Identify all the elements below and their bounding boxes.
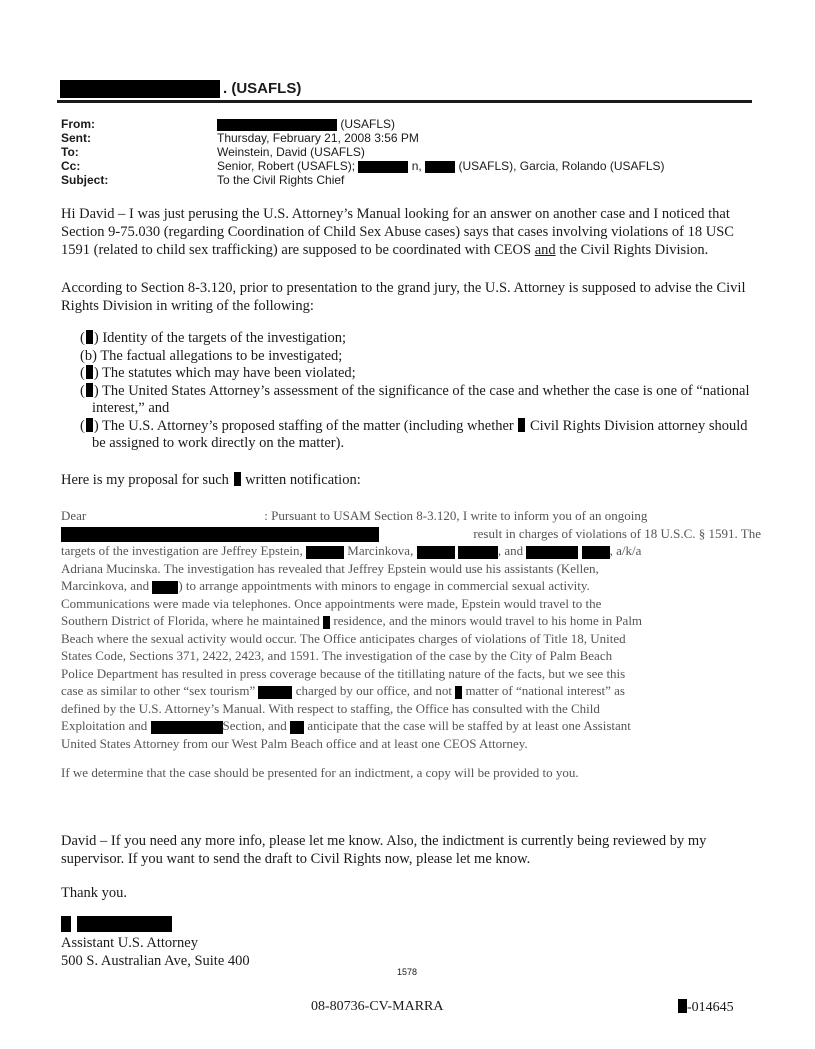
from-label: From: [61, 117, 95, 131]
body-paragraph-2 [61, 279, 761, 315]
redaction-block [90, 511, 260, 524]
redaction-block [152, 581, 178, 594]
letter-line-10: Police Department has resulted in press coverage because of the titillating nature of the facts, but we see this [61, 665, 626, 681]
redaction-block [234, 472, 241, 486]
para2-text: According to Section 8-3.120, prior to presentation to the grand jury, the U.S. Attorney is supposed to advise the Civil Rights Division in writing of the following: [61, 280, 746, 314]
requirements-list [80, 330, 760, 453]
case-number: 08-80736-CV-MARRA [311, 999, 444, 1014]
list-item: ( ) The statutes which may have been violated; [80, 365, 356, 381]
list-item: ( ) Identity of the targets of the investigation; [80, 330, 347, 346]
email-title-bar [57, 78, 752, 103]
list-item: ( ) The U.S. Attorney’s proposed staffing of the matter (including whether Civil Rights Division attorney should be assigned to work directly on the matter). [80, 417, 748, 451]
letter-line-9: States Code, Sections 371, 2422, 2423, and 1591. The investigation of the case by the City of Palm Beach [61, 648, 613, 663]
redaction-block [290, 721, 304, 734]
signature-block [61, 934, 761, 970]
redaction-block [526, 546, 578, 559]
subject-label: Subject: [61, 173, 109, 187]
from-org: (USAFLS) [340, 117, 396, 131]
letter-line-6: Communications were made via telephones. Once appointments were made, Epstein would travel to the [61, 595, 602, 611]
letter-line-11: case as similar to other “sex tourism” charged by our office, and not matter of “national interest” as [61, 683, 625, 698]
body-paragraph-1 [61, 205, 761, 259]
to-value: Weinstein, David (USAFLS) [217, 145, 365, 159]
redaction-block [518, 418, 525, 432]
letter-line-12: defined by the U.S. Attorney’s Manual. With respect to staffing, the Office has consulted with the Child [61, 700, 600, 716]
letter-line-8: Beach where the sexual activity would occur. The Office anticipates charges of violations of Title 18, United [61, 630, 626, 646]
para1-text-a: Hi David – I was just perusing the U.S. Attorney’s Manual looking for an answer on another case and I noticed that Section 9-75.030 (regarding Coordination of Child Sex Abuse cases) says that cases involving violations of 18 USC 1591 (related to child sex trafficking) are supposed to be coordinated with CEOS [61, 206, 734, 258]
cc-part1: Senior, Robert (USAFLS); [217, 159, 356, 173]
redaction-block [455, 686, 462, 699]
body-paragraph-3 [61, 471, 761, 489]
signature-title: Assistant U.S. Attorney [61, 935, 198, 951]
redaction-block [678, 999, 687, 1013]
letter-line-7: Southern District of Florida, where he maintained residence, and the minors would travel to his home in Palm [61, 613, 643, 628]
list-item: (b) The factual allegations to be investigated; [80, 347, 343, 364]
redaction-block [86, 365, 93, 379]
letter-line-3: targets of the investigation are Jeffrey Epstein, Marcinkova, , and , a/k/a [61, 543, 642, 558]
redaction-block [61, 916, 71, 932]
redaction-block [358, 161, 408, 173]
closing-paragraph [61, 832, 761, 868]
redaction-block [217, 119, 337, 131]
sent-label: Sent: [61, 131, 91, 145]
para3-text-b: written notification: [245, 472, 361, 488]
para1-and: and [534, 242, 556, 258]
letter-line-2: result in charges of violations of 18 U.S.C. § 1591. The [61, 525, 761, 543]
redaction-block [323, 616, 330, 629]
closing-david-text: David – If you need any more info, please let me know. Also, the indictment is currently being reviewed by my supervisor. If you want to send the draft to Civil Rights now, please let me know. [61, 833, 707, 867]
redaction-block [61, 527, 379, 542]
from-value [217, 117, 395, 131]
page-number: 1578 [397, 967, 418, 977]
redaction-block [458, 546, 498, 559]
list-item: ( ) The United States Attorney’s assessment of the significance of the case and whether the case is one of “national interest,” and [80, 382, 750, 416]
bates-number: -014645 [678, 999, 734, 1016]
to-label: To: [61, 145, 79, 159]
redaction-block [77, 916, 172, 932]
item-b-marker: b) [84, 347, 97, 364]
letter-line-1: Dear : Pursuant to USAM Section 8-3.120, I write to inform you of an ongoing [61, 508, 648, 523]
redaction-block [86, 330, 93, 344]
para1-text-b: the Civil Rights Division. [555, 242, 709, 258]
cc-part2: n, [411, 159, 422, 173]
proposed-letter [61, 507, 761, 782]
signature-address: 500 S. Australian Ave, Suite 400 [61, 953, 250, 969]
letter-line-5: Marcinkova, and ) to arrange appointments with minors to engage in commercial sexual activity. [61, 578, 590, 593]
signature-redaction [61, 915, 172, 933]
redaction-block [60, 80, 220, 98]
letter-indictment-line: If we determine that the case should be presented for an indictment, a copy will be provided to you. [61, 765, 579, 780]
letter-line-4: Adriana Mucinska. The investigation has revealed that Jeffrey Epstein would use his assistants (Kellen, [61, 560, 599, 576]
redaction-block [582, 546, 610, 559]
letter-line-14: United States Attorney from our West Palm Beach office and at least one CEOS Attorney. [61, 735, 528, 751]
closing-thanks: Thank you. [61, 885, 128, 901]
cc-part3: (USAFLS), Garcia, Rolando (USAFLS) [458, 159, 665, 173]
redaction-block [306, 546, 344, 559]
redaction-block [86, 383, 93, 397]
redaction-block [417, 546, 455, 559]
redaction-block [86, 418, 93, 432]
cc-label: Cc: [61, 159, 81, 173]
cc-value [217, 159, 665, 173]
letter-line-13: Exploitation and Section, and anticipate that the case will be staffed by at least one Assistant [61, 718, 631, 733]
para3-text-a: Here is my proposal for such [61, 472, 229, 488]
redaction-block [151, 721, 223, 734]
sent-value: Thursday, February 21, 2008 3:56 PM [217, 131, 419, 145]
email-title: . (USAFLS) [223, 80, 302, 97]
redaction-block [258, 686, 292, 699]
redaction-block [425, 161, 455, 173]
subject-value: To the Civil Rights Chief [217, 173, 345, 187]
